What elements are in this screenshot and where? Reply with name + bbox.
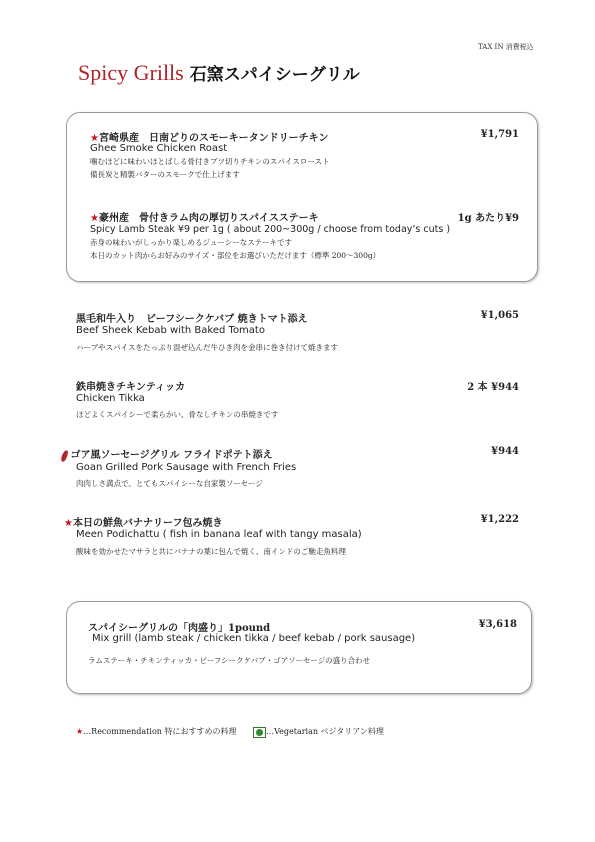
star-icon: ★ [64, 518, 73, 529]
combo-box [66, 601, 532, 694]
menu-item-price: 1g あたり¥9 [457, 213, 519, 224]
menu-item-english: Goan Grilled Pork Sausage with French Fries [76, 462, 297, 473]
menu-item-price: ¥1,791 [480, 129, 519, 140]
title-en: Spicy Grills [78, 60, 184, 85]
menu-item-english: Chicken Tikka [76, 393, 145, 404]
title-jp: 石窯スパイシーグリル [189, 65, 360, 85]
menu-item-name: ★豪州産 骨付きラム肉の厚切りスパイスステーキ [90, 213, 319, 224]
menu-item-description: 噛むほどに味わいほとばしる骨付きブツ切りチキンのスパイスロースト 備長炭と精製バターのスモークで仕上げます [90, 157, 330, 179]
menu-item-name: 鉄串焼きチキンティッカ [76, 382, 186, 393]
combo-description: ラムステーキ・チキンティッカ・ビーフシークケバブ・ゴアソーセージの盛り合わせ [88, 656, 371, 665]
menu-item-description: 酸味を効かせたマサラと共にバナナの葉に包んで焼く、南インドのご馳走魚料理 [76, 547, 346, 556]
menu-item-price: ¥944 [491, 446, 519, 457]
page-title [78, 60, 360, 86]
legend [76, 726, 384, 738]
menu-item-description: 肉肉しさ満点で、とてもスパイシーな自家製ソーセージ [76, 479, 263, 488]
legend-recommendation: …Recommendation 特におすすめの料理 [83, 727, 237, 736]
menu-item-name: ★本日の鮮魚バナナリーフ包み焼き [64, 518, 223, 529]
menu-item-description: 赤身の味わいがしっかり楽しめるジューシーなステーキです 本日のカット肉からお好みのサイズ・部位をお選びいただけます（標準 200～300g） [90, 238, 381, 260]
legend-vegetarian: …Vegetarian ベジタリアン料理 [266, 727, 384, 736]
menu-item-price: ¥1,222 [480, 514, 519, 525]
combo-english: Mix grill (lamb steak / chicken tikka / beef kebab / pork sausage) [92, 633, 416, 644]
menu-item-description: ほどよくスパイシーで柔らかい、骨なしチキンの串焼きです [76, 410, 279, 419]
star-icon: ★ [90, 133, 99, 144]
menu-item-price: ¥1,065 [480, 310, 519, 321]
menu-item-name: ゴア風ソーセージグリル フライドポテト添え [62, 446, 273, 462]
chili-icon [60, 449, 69, 462]
menu-item-english: Spicy Lamb Steak ¥9 per 1g ( about 200~300g / choose from today’s cuts ) [90, 224, 451, 235]
combo-price: ¥3,618 [478, 619, 517, 630]
tax-note: TAX IN 消費税込 [478, 43, 534, 51]
star-icon: ★ [76, 727, 84, 736]
menu-item-name: 黒毛和牛入り ビーフシークケバブ 焼きトマト添え [76, 314, 308, 325]
vegetarian-icon [253, 727, 266, 738]
menu-item-name: ★宮崎県産 日南どりのスモーキータンドリーチキン [90, 133, 329, 144]
star-icon: ★ [90, 213, 99, 224]
menu-item-english: Ghee Smoke Chicken Roast [90, 143, 228, 154]
menu-item-english: Meen Podichattu ( fish in banana leaf with tangy masala) [76, 529, 362, 540]
menu-item-english: Beef Sheek Kebab with Baked Tomato [76, 325, 265, 336]
combo-name: スパイシーグリルの「肉盛り」1pound [88, 623, 271, 634]
menu-item-description: ハーブやスパイスをたっぷり混ぜ込んだ牛ひき肉を金串に巻き付けて焼きます [76, 343, 339, 352]
menu-item-price: 2 本 ¥944 [467, 382, 519, 393]
